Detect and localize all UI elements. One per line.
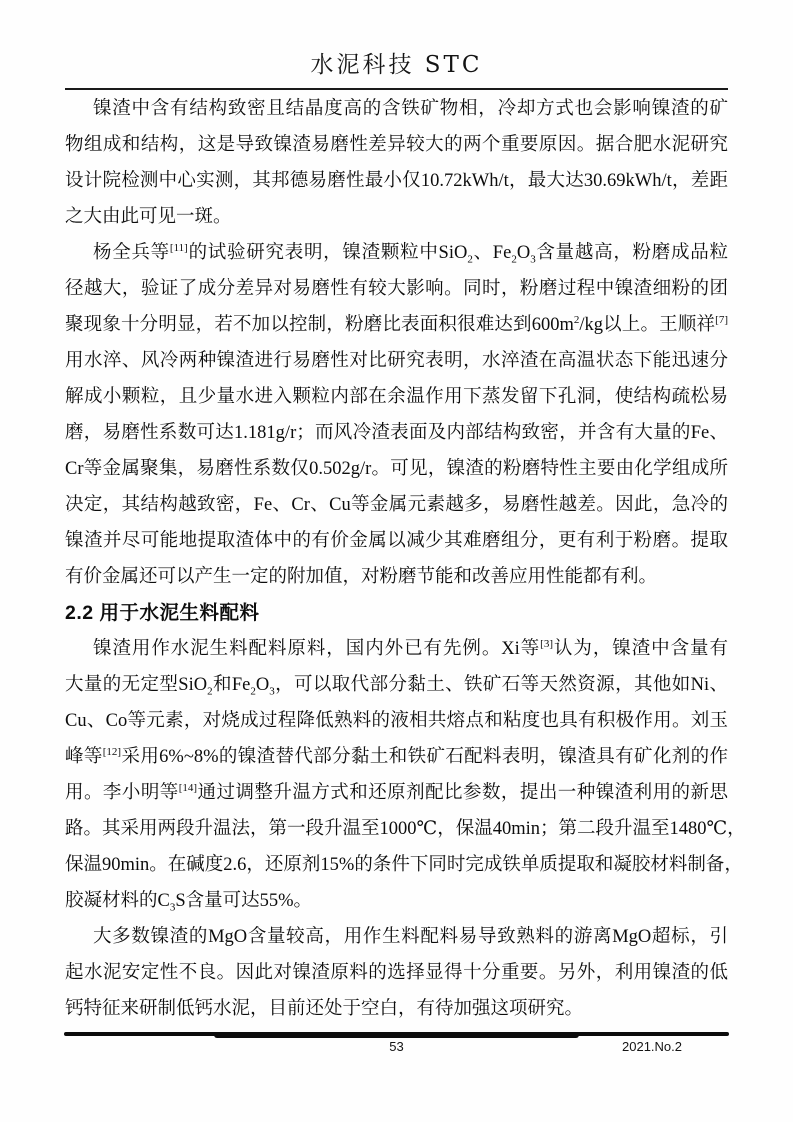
header-rule — [65, 88, 728, 90]
document-body — [65, 91, 746, 1027]
text-line: 峰等[12]采用6%~8%的镍渣替代部分黏土和铁矿石配料表明，镍渣具有矿化剂的作 — [65, 745, 728, 767]
footer-rule — [64, 1032, 729, 1036]
text-line: Cu、Co等元素，对烧成过程降低熟料的液相共熔点和粘度也具有积极作用。刘玉 — [65, 711, 728, 731]
page-number: 53 — [389, 1039, 404, 1054]
text-line: 大多数镍渣的MgO含量较高，用作生料配料易导致熟料的游离MgO超标，引 — [93, 927, 728, 947]
text-line: 镍渣用作水泥生料配料原料，国内外已有先例。Xi等[3]认为，镍渣中含量有 — [93, 637, 728, 659]
paragraph-raw-meal-usage — [65, 631, 746, 919]
journal-title: 水泥科技 STC — [310, 52, 483, 78]
text-line: Cr等金属聚集，易磨性系数仅0.502g/r。可见，镍渣的粉磨特性主要由化学组成所 — [65, 459, 728, 479]
text-line: 物组成和结构，这是导致镍渣易磨性差异较大的两个重要原因。据合肥水泥研究 — [65, 135, 728, 155]
paragraph-mgo-caution — [65, 919, 728, 1027]
text-line: 设计院检测中心实测，其邦德易磨性最小仅10.72kWh/t，最大达30.69kWh/t，差距 — [65, 171, 728, 191]
footer-rule-bulge — [214, 1032, 580, 1038]
text-line: 胶凝材料的$C_3S$含量可达55%。 — [65, 891, 313, 914]
text-line: 杨全兵等[11]的试验研究表明，镍渣颗粒中SiO$_2$、$Fe_2O_3$含量越高，粉磨成品粒 — [93, 241, 728, 266]
text-line: 用。李小明等[14]通过调整升温方式和还原剂配比参数，提出一种镍渣利用的新思 — [65, 781, 728, 803]
issue-label: 2021.No.2 — [622, 1039, 682, 1054]
section-heading: 2.2 用于水泥生料配料 — [65, 602, 260, 624]
page-footer — [0, 1033, 793, 1057]
text-line: 聚现象十分明显，若不加以控制，粉磨比表面积很难达到$600m^2/kg$以上。王顺祥[7] — [65, 313, 728, 335]
text-line: 用水淬、风冷两种镍渣进行易磨性对比研究表明，水淬渣在高温状态下能迅速分 — [65, 351, 728, 371]
paragraph-grindability-studies — [65, 235, 728, 595]
paragraph-grindability-intro — [65, 91, 728, 235]
text-line: 解成小颗粒，且少量水进入颗粒内部在余温作用下蒸发留下孔洞，使结构疏松易 — [65, 387, 728, 407]
text-line: 钙特征来研制低钙水泥，目前还处于空白，有待加强这项研究。 — [65, 999, 584, 1019]
text-line: 之大由此可见一斑。 — [65, 207, 232, 227]
text-line: 有价金属还可以产生一定的附加值，对粉磨节能和改善应用性能都有利。 — [65, 567, 658, 587]
text-line: 起水泥安定性不良。因此对镍渣原料的选择显得十分重要。另外，利用镍渣的低 — [65, 963, 728, 983]
text-line: 决定，其结构越致密，Fe、Cr、Cu等金属元素越多，易磨性越差。因此，急冷的 — [65, 495, 728, 515]
text-line: 镍渣并尽可能地提取渣体中的有价金属以减少其难磨组分，更有利于粉磨。提取 — [65, 531, 728, 551]
page-header — [0, 0, 793, 90]
footer-row — [65, 1039, 728, 1057]
text-line: 镍渣中含有结构致密且结晶度高的含铁矿物相，冷却方式也会影响镍渣的矿 — [93, 99, 728, 119]
text-line: 保温90min。在碱度2.6，还原剂15%的条件下同时完成铁单质提取和凝胶材料制备， — [65, 855, 743, 875]
text-line: 路。其采用两段升温法，第一段升温至1000℃，保温40min；第二段升温至1480℃， — [65, 819, 746, 839]
text-line: 大量的无定型SiO$_2$和$Fe_2O_3$，可以取代部分黏土、铁矿石等天然资源，其他如Ni、 — [65, 675, 728, 698]
text-line: 径越大，验证了成分差异对易磨性有较大影响。同时，粉磨过程中镍渣细粉的团 — [65, 279, 728, 299]
text-line: 磨，易磨性系数可达1.181g/r；而风冷渣表面及内部结构致密，并含有大量的Fe、 — [65, 423, 728, 443]
